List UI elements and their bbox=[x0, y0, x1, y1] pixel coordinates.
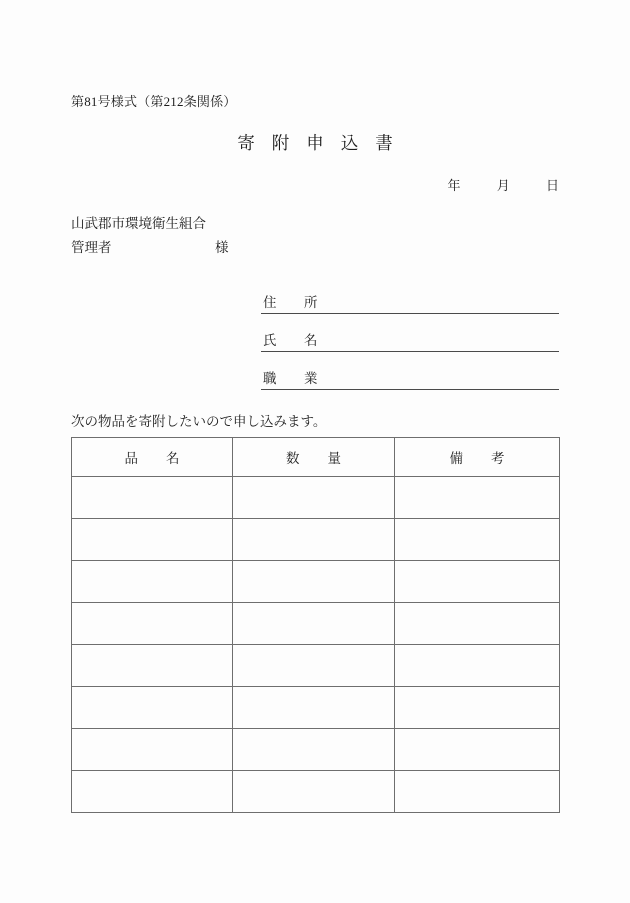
addressee-role: 管理者 bbox=[71, 240, 112, 255]
applicant-field-occupation-label: 職 業 bbox=[263, 371, 325, 386]
page-title: 寄附申込書 bbox=[237, 133, 410, 153]
goods-cell-name[interactable] bbox=[72, 477, 233, 519]
goods-cell-remarks[interactable] bbox=[395, 519, 560, 561]
goods-cell-remarks[interactable] bbox=[395, 603, 560, 645]
addressee-block bbox=[71, 212, 301, 260]
applicant-field-occupation[interactable] bbox=[261, 352, 559, 390]
table-row bbox=[72, 771, 560, 813]
goods-cell-name[interactable] bbox=[72, 519, 233, 561]
goods-table-header-remarks: 備考 bbox=[395, 438, 560, 477]
goods-cell-quantity[interactable] bbox=[233, 771, 395, 813]
goods-cell-quantity[interactable] bbox=[233, 729, 395, 771]
goods-cell-remarks[interactable] bbox=[395, 561, 560, 603]
goods-cell-quantity[interactable] bbox=[233, 477, 395, 519]
form-number: 第81号様式（第212条関係） bbox=[71, 94, 237, 109]
goods-table-header-row bbox=[72, 438, 560, 477]
table-row bbox=[72, 561, 560, 603]
addressee-role-row bbox=[71, 236, 301, 260]
goods-table-header-name: 品名 bbox=[72, 438, 233, 477]
date-line bbox=[447, 175, 559, 194]
table-row bbox=[72, 687, 560, 729]
table-row bbox=[72, 477, 560, 519]
applicant-field-name-label: 氏 名 bbox=[263, 333, 325, 348]
date-month-label: 月 bbox=[496, 178, 510, 193]
goods-cell-name[interactable] bbox=[72, 603, 233, 645]
goods-table bbox=[71, 437, 560, 813]
table-row bbox=[72, 603, 560, 645]
goods-cell-quantity[interactable] bbox=[233, 603, 395, 645]
goods-cell-remarks[interactable] bbox=[395, 645, 560, 687]
applicant-field-name[interactable] bbox=[261, 314, 559, 352]
date-day-label: 日 bbox=[545, 178, 559, 193]
goods-cell-name[interactable] bbox=[72, 645, 233, 687]
goods-cell-remarks[interactable] bbox=[395, 477, 560, 519]
applicant-fields bbox=[261, 276, 559, 390]
addressee-honorific: 様 bbox=[215, 240, 229, 255]
applicant-field-address-label: 住 所 bbox=[263, 295, 325, 310]
goods-cell-quantity[interactable] bbox=[233, 687, 395, 729]
addressee-organization: 山武郡市環境衛生組合 bbox=[71, 216, 206, 231]
goods-cell-name[interactable] bbox=[72, 687, 233, 729]
goods-cell-remarks[interactable] bbox=[395, 771, 560, 813]
goods-cell-quantity[interactable] bbox=[233, 561, 395, 603]
applicant-field-address[interactable] bbox=[261, 276, 559, 314]
date-year-label: 年 bbox=[447, 178, 461, 193]
goods-cell-name[interactable] bbox=[72, 561, 233, 603]
lead-sentence: 次の物品を寄附したいので申し込みます。 bbox=[71, 414, 327, 429]
table-row bbox=[72, 729, 560, 771]
goods-cell-quantity[interactable] bbox=[233, 645, 395, 687]
goods-cell-name[interactable] bbox=[72, 771, 233, 813]
goods-table-header-quantity: 数量 bbox=[233, 438, 395, 477]
table-row bbox=[72, 645, 560, 687]
table-row bbox=[72, 519, 560, 561]
goods-cell-remarks[interactable] bbox=[395, 729, 560, 771]
goods-cell-name[interactable] bbox=[72, 729, 233, 771]
goods-cell-remarks[interactable] bbox=[395, 687, 560, 729]
goods-cell-quantity[interactable] bbox=[233, 519, 395, 561]
